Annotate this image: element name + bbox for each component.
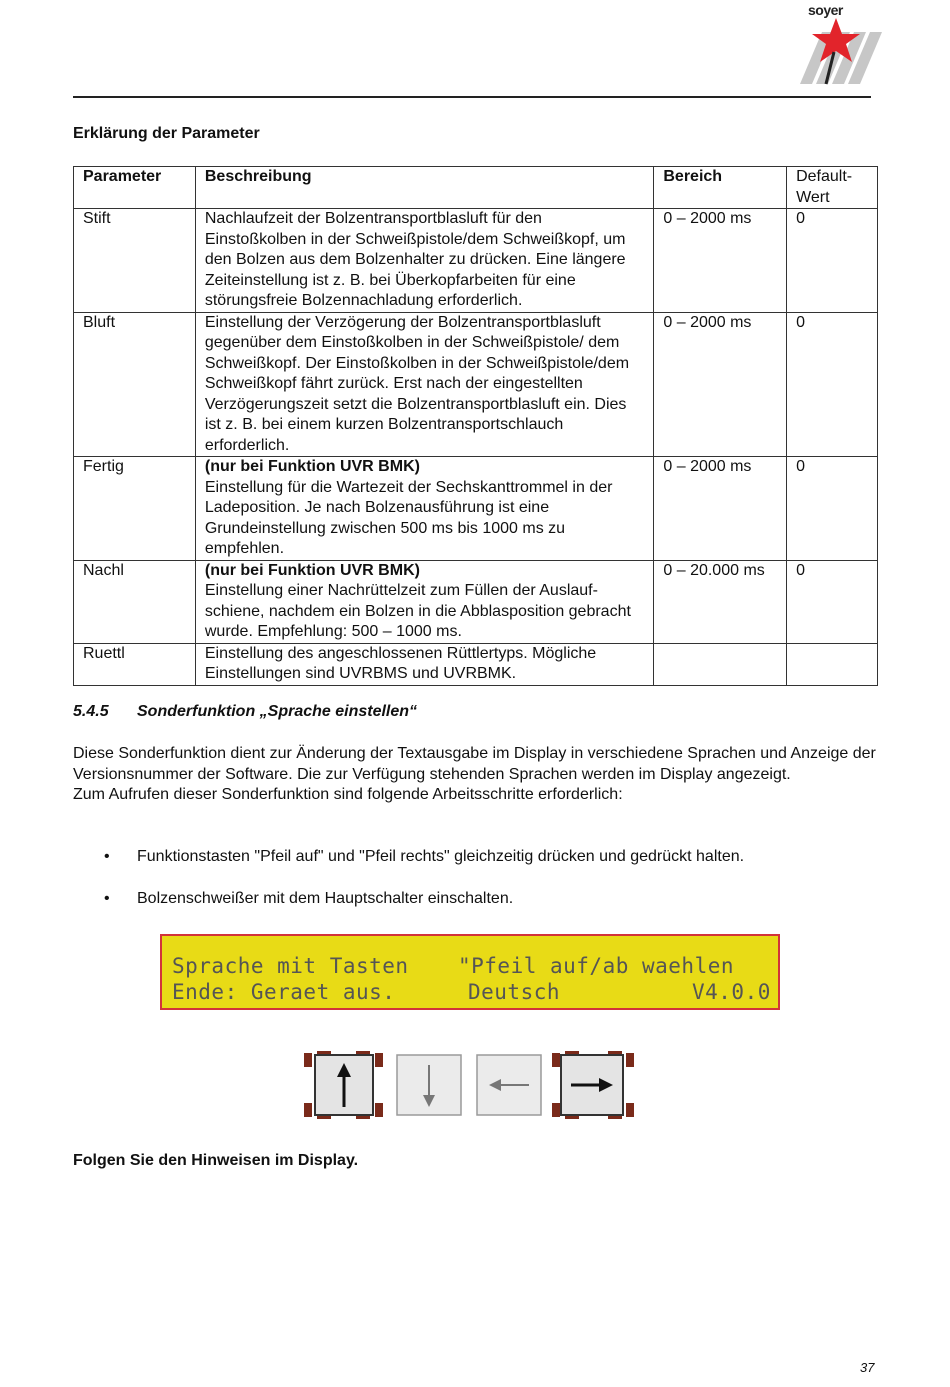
description-text: Einstellung für die Wartezeit der Sechskanttrommel in der Ladeposition. Je nach Bolzenausführung ist eine Grundeinstellung zwischen 500 ms bis 1000 ms zu empfehlen. [204,478,613,557]
lcd-text: Deutsch [468,980,561,1004]
list-item-text: Funktionstasten "Pfeil auf" und "Pfeil rechts" gleichzeitig drücken und gedrückt halten. [137,848,745,865]
param-name: Stift [74,209,196,313]
param-range: 0 – 2000 ms [654,209,787,313]
bullet-icon: • [104,848,110,865]
closing-instruction: Folgen Sie den Hinweisen im Display. [73,1152,359,1169]
soyer-logo [800,4,884,88]
lcd-text: Sprache mit Tasten [172,954,409,978]
table-row [74,209,878,313]
key-arrow-right[interactable] [552,1051,634,1119]
subsection-heading [73,703,417,721]
table-row [74,560,878,643]
param-range: 0 – 2000 ms [654,457,787,561]
param-range: 0 – 20.000 ms [654,560,787,643]
param-name: Fertig [74,457,196,561]
param-name: Ruettl [74,643,196,685]
header-bereich: Bereich [654,167,787,209]
param-description [195,560,654,643]
table-header-row [74,167,878,209]
lcd-text: V4.0.0 [692,980,771,1004]
key-arrow-up[interactable] [304,1051,383,1119]
param-name: Bluft [74,312,196,457]
table-row [74,643,878,685]
param-description [195,312,654,457]
param-default: 0 [787,457,878,561]
key-arrow-left[interactable] [477,1055,541,1115]
description-text: Einstellung einer Nachrüttelzeit zum Füllen der Auslauf-schiene, nachdem ein Bolzen in die Abblasposition gebracht wurde. Empfehlung: 500 – 1000 ms. [204,582,631,640]
param-range [654,643,787,685]
lcd-display [160,934,780,1010]
param-description [195,209,654,313]
header-default [787,167,878,209]
list-item-text: Bolzenschweißer mit dem Hauptschalter einschalten. [137,890,514,907]
logo-text: soyer [808,2,843,18]
description-text: Nachlaufzeit der Bolzentransportblasluft für den Einstoßkolben in der Schweißpistole/dem Schweißkopf, um den Bolzen aus dem Bolzenhalter zu drücken. Eine längere Zeiteinstellung ist z. B. bei Überkopfarbeiten für eine störungsfreie Bolzennachladung erforderlich. [204,210,626,309]
paragraph-text: Diese Sonderfunktion dient zur Änderung der Textausgabe im Display in verschiedene Sprachen und Anzeige der Versionsnummer der Software. Die zur Verfügung stehenden Sprachen werden im Display angezeigt. [73,745,876,783]
subsection-title: Sonderfunktion „Sprache einstellen“ [137,703,418,720]
section-title: Erklärung der Parameter [73,125,260,142]
description-text: Einstellung der Verzögerung der Bolzentransportblasluft gegenüber dem Einstoßkolben in der Schweißpistole/ dem Schweißkopf. Der Einstoßkolben in der Schweißpistole/dem Schweißkopf fährt zurück. Erst nach der eingestellten Verzögerungszeit setzt die Bolzentransportblasluft ein. Dies ist z. B. bei einem kurzen Bolzentransportschlauch erforderlich. [204,313,630,454]
param-default: 0 [787,209,878,313]
param-default: 0 [787,560,878,643]
function-keys [303,1049,637,1121]
description-condition: (nur bei Funktion UVR BMK) [204,561,420,579]
body-paragraph [73,744,878,806]
header-beschreibung: Beschreibung [195,167,654,209]
param-default [787,643,878,685]
description-text: Einstellung des angeschlossenen Rüttlertyps. Mögliche Einstellungen sind UVRBMS und UVRBMK. [204,644,597,682]
param-description [195,457,654,561]
description-condition: (nur bei Funktion UVR BMK) [204,458,420,475]
param-default: 0 [787,312,878,457]
table-row [74,457,878,561]
list-item [73,847,744,889]
list-item [73,889,744,931]
paragraph-text: Zum Aufrufen dieser Sonderfunktion sind folgende Arbeitsschritte erforderlich: [73,786,623,803]
table-row [74,312,878,457]
bullet-list [73,847,744,931]
param-range: 0 – 2000 ms [654,312,787,457]
header-rule [73,96,871,98]
bullet-icon: • [104,890,110,907]
lcd-text: Ende: Geraet aus. [172,980,396,1004]
param-description [195,643,654,685]
page-number: 37 [860,1360,875,1375]
key-arrow-down[interactable] [397,1055,461,1115]
param-name: Nachl [74,560,196,643]
parameter-table [73,166,878,686]
header-parameter: Parameter [74,167,196,209]
subsection-number: 5.4.5 [73,703,109,720]
header-default-label: Default- Wert [796,168,853,206]
lcd-text: "Pfeil auf/ab waehlen [458,954,735,978]
